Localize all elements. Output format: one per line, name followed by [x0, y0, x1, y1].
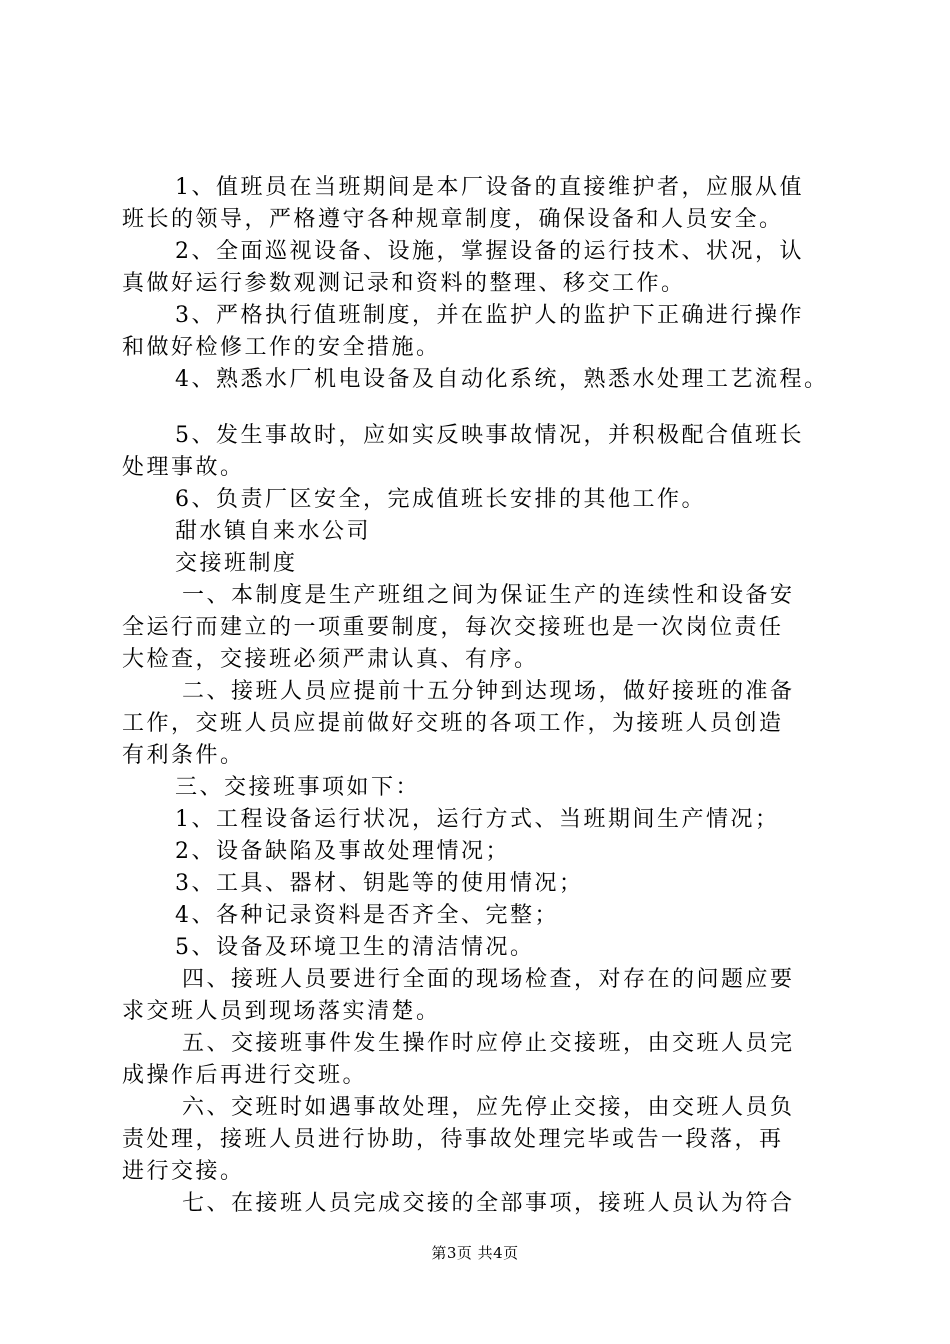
text-line: 处理事故。	[122, 455, 245, 480]
text-line: 6、负责厂区安全，完成值班长安排的其他工作。	[175, 487, 706, 512]
text-line: 1、值班员在当班期间是本厂设备的直接维护者，应服从值	[175, 175, 804, 200]
text-line: 有利条件。	[122, 743, 245, 768]
text-line: 三、交接班事项如下：	[175, 775, 421, 800]
text-line: 班长的领导，严格遵守各种规章制度，确保设备和人员安全。	[122, 207, 784, 232]
text-line: 成操作后再进行交班。	[122, 1063, 368, 1088]
text-line: 一、本制度是生产班组之间为保证生产的连续性和设备安	[182, 583, 795, 608]
text-line: 大检查，交接班必须严肃认真、有序。	[122, 647, 539, 672]
text-line: 六、交班时如遇事故处理，应先停止交接，由交班人员负	[182, 1095, 795, 1120]
text-line: 甜水镇自来水公司	[175, 519, 372, 544]
text-line: 2、设备缺陷及事故处理情况；	[175, 839, 510, 864]
text-line: 五、交接班事件发生操作时应停止交接班，由交班人员完	[182, 1031, 795, 1056]
text-line: 4、熟悉水厂机电设备及自动化系统，熟悉水处理工艺流程。	[175, 367, 829, 392]
text-line: 5、发生事故时，应如实反映事故情况，并积极配合值班长	[175, 423, 804, 448]
page-number-footer: 第3页 共4页	[431, 1244, 519, 1262]
text-line: 工作，交班人员应提前做好交班的各项工作，为接班人员创造	[122, 711, 784, 736]
text-line: 交接班制度	[175, 551, 298, 576]
text-line: 四、接班人员要进行全面的现场检查，对存在的问题应要	[182, 967, 795, 992]
text-line: 真做好运行参数观测记录和资料的整理、移交工作。	[122, 271, 686, 296]
text-line: 1、工程设备运行状况，运行方式、当班期间生产情况；	[175, 807, 780, 832]
text-line: 全运行而建立的一项重要制度，每次交接班也是一次岗位责任	[122, 615, 784, 640]
text-line: 2、全面巡视设备、设施，掌握设备的运行技术、状况，认	[175, 239, 804, 264]
text-line: 3、严格执行值班制度，并在监护人的监护下正确进行操作	[175, 303, 804, 328]
text-line: 七、在接班人员完成交接的全部事项，接班人员认为符合	[182, 1191, 795, 1216]
text-line: 求交班人员到现场落实清楚。	[122, 999, 441, 1024]
text-line: 5、设备及环境卫生的清洁情况。	[175, 935, 535, 960]
text-line: 和做好检修工作的安全措施。	[122, 335, 441, 360]
text-line: 二、接班人员应提前十五分钟到达现场，做好接班的准备	[182, 679, 795, 704]
text-line: 进行交接。	[122, 1159, 245, 1184]
text-line: 责处理，接班人员进行协助，待事故处理完毕或告一段落，再	[122, 1127, 784, 1152]
text-line: 3、工具、器材、钥匙等的使用情况；	[175, 871, 584, 896]
text-line: 4、各种记录资料是否齐全、完整；	[175, 903, 559, 928]
